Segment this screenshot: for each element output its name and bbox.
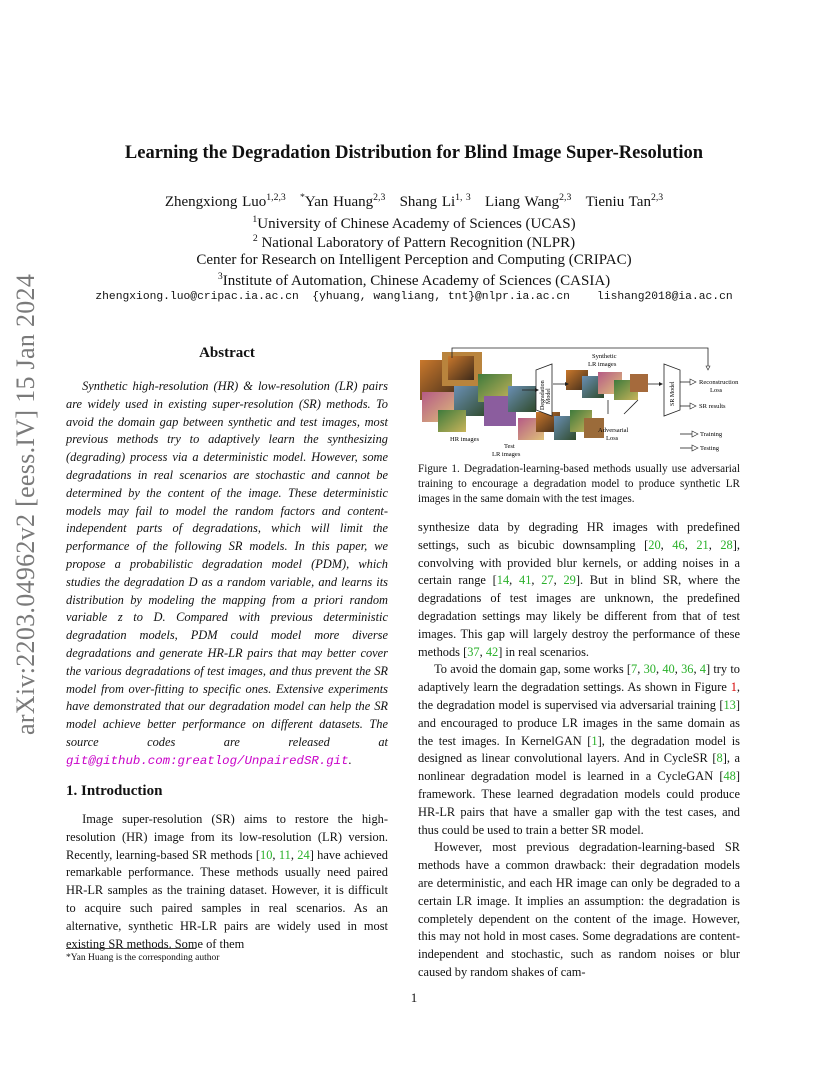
synthetic-label: Synthetic	[592, 353, 617, 360]
intro-text: Image super-resolution (SR) aims to restore the high-resolution (HR) image from its low-resolution (LR) version. Recently, learning-based SR methods [	[66, 812, 388, 862]
figure-reference-link[interactable]: 1	[730, 680, 737, 695]
citation-link[interactable]: 48	[723, 769, 736, 784]
author-affiliation-marker: 2,3	[373, 192, 386, 203]
citation-link[interactable]: 27	[541, 573, 554, 588]
introduction-body	[66, 811, 388, 953]
reconstruction-loss-label: Loss	[710, 387, 723, 394]
test-lr-images-label: LR images	[492, 451, 521, 458]
legend-testing-label: Testing	[700, 445, 720, 452]
footnote-divider	[66, 948, 196, 949]
abstract-heading: Abstract	[199, 345, 255, 361]
abstract-text: Synthetic high-resolution (HR) & low-resolution (LR) pairs are widely used in existing super-resolution (SR) methods. To avoid the domain gap between synthetic and test images, most previous methods try to adaptively learn the synthesizing (degrading) process via a deterministic model. However, some degradations in real scenarios are stochastic and cannot be determined by the content of the image. These deterministic models may fail to model the random factors and content-independent parts of degradations, which will limit the performance of the following SR models. In this paper, we propose a probabilistic degradation model (PDM), which studies the degradation D as a random variable, and learns its distribution by modeling the mapping from a priori random variable z to D. Compared with previous deterministic degradation models, PDM could model more diverse degradations and generate HR-LR pairs that may better cover the various degradations of test images, and thus prevent the SR model from over-fitting to specific ones. Extensive experiments have demonstrated that our degradation model can help the SR model achieve better performance on different datasets. The source codes are released at	[66, 379, 388, 749]
body-text: ] and encouraged to produce LR images in the same domain as the test images. In KernelGAN [	[418, 697, 740, 748]
citation-link[interactable]: 4	[699, 662, 706, 677]
affiliation-text: Center for Research on Intelligent Perception and Computing (CRIPAC)	[196, 252, 632, 268]
sr-model-label: SR Model	[670, 381, 676, 406]
affiliation-text: National Laboratory of Pattern Recognition (NLPR)	[257, 235, 576, 251]
body-text: ] framework. These learned degradation models could produce HR-LR pairs that have a smaller gap with the test cases, and thus could be used to train a better SR model.	[418, 769, 740, 837]
body-text: , the degradation model is supervised via adversarial training [	[418, 680, 740, 712]
citation-link[interactable]: 28	[720, 537, 733, 552]
affiliation-line	[0, 233, 828, 252]
citation-link[interactable]: 41	[519, 573, 532, 588]
adversarial-label: Adversarial	[598, 427, 629, 434]
body-text: ] in real scenarios.	[498, 644, 590, 659]
intro-text: ,	[290, 847, 298, 862]
affiliation-text: University of Chinese Academy of Sciences (UCAS)	[257, 216, 576, 232]
body-text: ]. But in blind SR, where the degradations of test images are unknown, the predefined degradation settings may likely be different from that of test images. This gap will largely destroy the performance of these methods [	[418, 573, 741, 659]
author-emails: zhengxiong.luo@cripac.ia.ac.cn {yhuang, wangliang, tnt}@nlpr.ia.ac.cn lishang2018@ia.ac.cn	[95, 291, 733, 303]
citation-link[interactable]: 40	[662, 662, 675, 677]
body-text: ] try to adaptively learn the degradation settings. As shown in Figure	[418, 662, 740, 695]
citation-link[interactable]: 11	[278, 847, 291, 862]
citation-link[interactable]: 14	[496, 573, 510, 588]
synthetic-lr-images-collage	[566, 370, 648, 400]
reconstruction-label: Reconstruction	[699, 379, 739, 386]
test-label: Test	[504, 443, 515, 450]
right-column-body	[418, 519, 740, 982]
citation-link[interactable]: 37	[467, 644, 480, 659]
paragraph: synthesize data by degrading HR images with predefined settings, such as bicubic downsampling [20, 46, 21, 28], convolving with provided blur kernels, or adding noises in a certain range [14, 41, 27, 29]. But in blind SR, where the degradations of test images are unknown, the predefined degradation settings may likely be different from that of test images. This gap will largely destroy the performance of these methods [37, 42] in real scenarios.	[418, 520, 741, 659]
model-label: Model	[546, 388, 552, 404]
legend-training-label: Training	[700, 431, 723, 438]
introduction-heading: 1. Introduction	[66, 783, 163, 799]
citation-link[interactable]: 21	[696, 537, 709, 552]
adversarial-loss-label: Loss	[606, 435, 619, 442]
author-name: Liang Wang	[485, 194, 560, 210]
author-name: Tieniu Tan	[585, 194, 651, 210]
hr-images-label: HR images	[450, 436, 480, 443]
author-affiliation-marker: 2,3	[650, 192, 664, 203]
arxiv-identifier: arXiv:2203.04962v2 [eess.IV] 15 Jan 2024	[11, 273, 40, 735]
paper-title: Learning the Degradation Distribution for Blind Image Super-Resolution	[124, 143, 704, 163]
body-text: ], convolving with provided blur kernels, or adding noises in a certain range [	[418, 537, 740, 588]
test-lr-images-collage	[518, 410, 604, 440]
author-name: Shang Li	[399, 194, 456, 210]
affiliation-marker: 2	[252, 233, 258, 244]
body-text: However, most previous degradation-learning-based SR methods have a common drawback: their degradation models are deterministic, and each HR image can only be degraded to a certain LR image. It implies an assumption: the degradation is completely dependent on the content of the image. However, this may not hold in most cases. Some degradations are content-independent and stochastic, such as random noises or blur caused by random shakes of cam-	[418, 840, 740, 979]
body-text: ], a nonlinear degradation model is learned in a CycleGAN [	[418, 751, 740, 784]
citation-link[interactable]: 36	[681, 662, 694, 677]
citation-link[interactable]: 29	[563, 573, 576, 588]
citation-link[interactable]: 1	[591, 733, 598, 748]
abstract-end: .	[348, 752, 352, 767]
affiliation-marker: 1	[252, 214, 258, 225]
paragraph: To avoid the domain gap, some works [7, 30, 40, 36, 4] try to adaptively learn the degradation settings. As shown in Figure 1, the degradation model is supervised via adversarial training [13] and encouraged to produce LR images in the same domain as the test images. In KernelGAN [1], the degradation model is designed as linear convolutional layers. And in CycleSR [8], a nonlinear degradation model is learned in a CycleGAN [48] framework. These learned degradation models could produce HR-LR pairs that have a smaller gap with the test cases, and thus could be used to train a better SR model.	[418, 662, 741, 837]
intro-text: ,	[272, 847, 279, 862]
author-affiliation-marker: 1,2,3	[266, 192, 286, 203]
intro-text: ] have achieved remarkable performance. These methods usually need paired HR-LR samples as the training dataset. However, it is difficult to acquire such paired samples in real scenarios. As an alternative, synthetic HR-LR pairs are widely used in most existing SR methods. Some of them	[66, 847, 388, 951]
footnote: *Yan Huang is the corresponding author	[66, 953, 220, 963]
author-affiliation-marker: 1, 3	[455, 192, 471, 203]
figure-1-caption: Figure 1. Degradation-learning-based methods usually use adversarial training to encourage a degradation model to produce synthetic LR images in the same domain with the test images.	[418, 463, 740, 505]
body-text: ], the degradation model is designed as linear convolutional layers. And in CycleSR [	[418, 733, 741, 766]
degradation-label: Degradation	[540, 380, 546, 410]
author-name: Yan Huang	[304, 194, 374, 210]
citation-link[interactable]: 8	[716, 751, 723, 766]
abstract-body	[66, 378, 388, 771]
citation-link[interactable]: 46	[672, 537, 685, 552]
citation-link[interactable]: 7	[631, 662, 638, 677]
citation-link[interactable]: 30	[643, 662, 656, 677]
citation-link[interactable]: 24	[297, 847, 310, 862]
body-text: To avoid the domain gap, some works [	[434, 662, 632, 677]
affiliation-line	[0, 271, 828, 290]
corresponding-author-marker: *	[300, 192, 305, 203]
citation-link[interactable]: 13	[723, 697, 736, 712]
affiliation-line	[0, 252, 828, 269]
affiliation-marker: 3	[217, 271, 223, 282]
affiliation-text: Institute of Automation, Chinese Academy of Sciences (CASIA)	[222, 273, 611, 289]
code-repository-link[interactable]: git@github.com:greatlog/UnpairedSR.git	[66, 753, 349, 768]
body-text: synthesize data by degrading HR images with predefined settings, such as bicubic downsampling [	[418, 520, 740, 552]
synthetic-lr-images-label: LR images	[588, 361, 617, 368]
affiliation-line	[0, 214, 828, 233]
author-name: Zhengxiong Luo	[164, 194, 267, 210]
sr-results-label: SR results	[699, 403, 726, 410]
author-list	[0, 192, 828, 211]
author-affiliation-marker: 2,3	[559, 192, 572, 203]
page-number: 1	[410, 990, 418, 1005]
figure-1-diagram	[418, 346, 740, 458]
citation-link[interactable]: 42	[485, 644, 499, 659]
citation-link[interactable]: 20	[648, 537, 661, 552]
paragraph	[418, 839, 740, 981]
citation-link[interactable]: 10	[260, 847, 273, 862]
